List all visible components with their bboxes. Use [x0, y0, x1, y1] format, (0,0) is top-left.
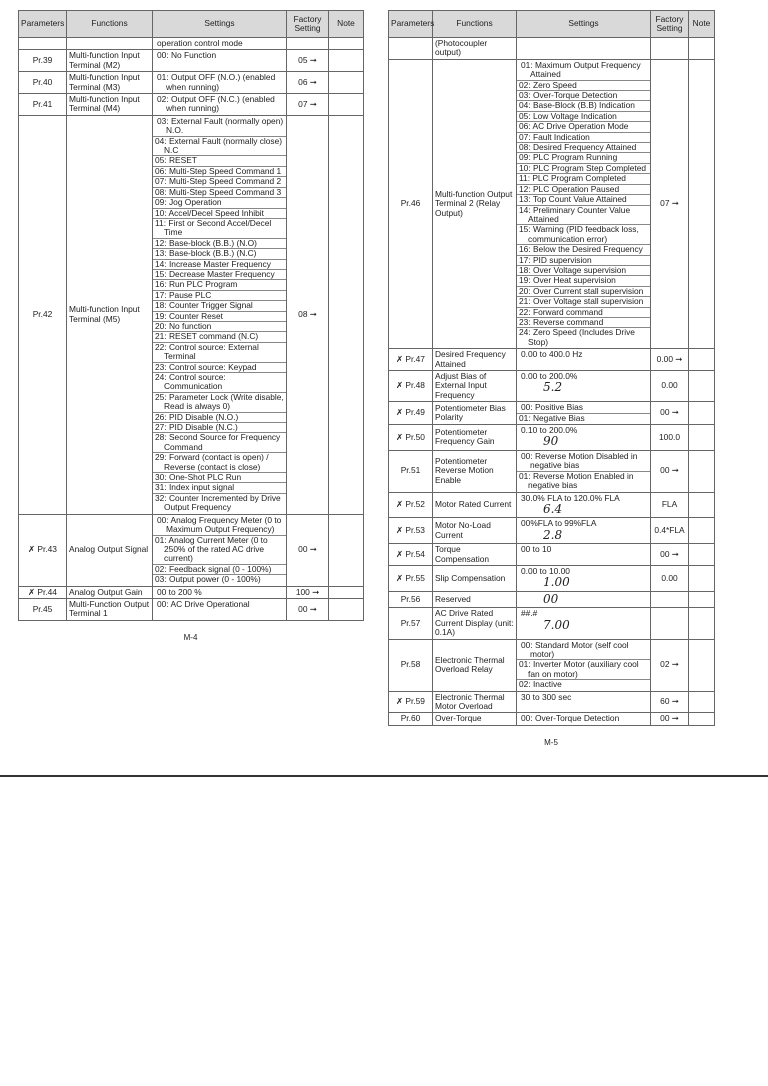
factory-setting-cell: 07 ➞	[287, 94, 329, 116]
parameter-cell: Pr.56	[389, 591, 433, 607]
setting-option: 01: Negative Bias	[517, 413, 650, 423]
setting-option: 28: Second Source for Frequency Command	[153, 432, 286, 452]
factory-setting-cell: 00 ➞	[651, 544, 689, 566]
note-cell	[689, 450, 715, 492]
note-cell	[329, 514, 364, 586]
table-row	[19, 72, 364, 94]
setting-option: 08: Multi-Step Speed Command 3	[153, 187, 286, 197]
table-row	[389, 371, 715, 402]
setting-option: 16: Below the Desired Frequency	[517, 244, 650, 254]
handwritten-value: 7.00	[543, 617, 570, 632]
factory-setting-cell: 00 ➞	[651, 402, 689, 425]
settings-cell	[517, 691, 651, 713]
note-cell	[689, 591, 715, 607]
factory-setting-cell: FLA	[651, 492, 689, 518]
handwritten-value: 90	[543, 434, 559, 449]
setting-option: 22: Forward command	[517, 307, 650, 317]
col-note: Note	[689, 11, 715, 38]
setting-option: 32: Counter Incremented by Drive Output Frequency	[153, 493, 286, 513]
settings-cell	[517, 402, 651, 425]
handwritten-value: 00	[543, 591, 559, 606]
setting-option: 00 to 10	[521, 544, 552, 555]
settings-cell	[517, 566, 651, 592]
setting-option: 0.00 to 200.0%	[521, 371, 578, 381]
setting-option: 19: Counter Reset	[153, 311, 286, 321]
settings-cell	[153, 514, 287, 586]
factory-setting-cell: 00 ➞	[287, 514, 329, 586]
table-row	[19, 50, 364, 72]
setting-option: 09: Jog Operation	[153, 197, 286, 207]
factory-setting-cell: 00 ➞	[651, 713, 689, 725]
settings-cell	[517, 639, 651, 691]
setting-option: 13: Base-block (B.B.) (N.C)	[153, 248, 286, 258]
factory-setting-cell	[651, 38, 689, 60]
settings-cell	[153, 72, 287, 94]
settings-cell	[517, 544, 651, 566]
setting-option: 02: Zero Speed	[517, 80, 650, 90]
setting-option: 14: Increase Master Frequency	[153, 259, 286, 269]
setting-option: 12: Base-block (B.B.) (N.O)	[153, 238, 286, 248]
setting-option: 0.00 to 10.00	[521, 566, 570, 576]
parameter-cell: Pr.40	[19, 72, 67, 94]
setting-option: 23: Control source: Keypad	[153, 362, 286, 372]
function-cell: Electronic Thermal Motor Overload	[433, 691, 517, 713]
setting-option: 21: RESET command (N.C)	[153, 331, 286, 341]
function-cell: AC Drive Rated Current Display (unit: 0.1A)	[433, 608, 517, 639]
setting-option: 15: Warning (PID feedback loss, communication error)	[517, 224, 650, 244]
setting-option: 19: Over Heat supervision	[517, 275, 650, 285]
setting-option: 30.0% FLA to 120.0% FLA	[521, 492, 620, 503]
setting-option: operation control mode	[157, 38, 243, 48]
factory-setting-cell: 100 ➞	[287, 586, 329, 598]
setting-option: 22: Control source: External Terminal	[153, 342, 286, 362]
setting-option: 18: Over Voltage supervision	[517, 265, 650, 275]
setting-option: 07: Multi-Step Speed Command 2	[153, 176, 286, 186]
setting-option: 17: PID supervision	[517, 255, 650, 265]
table-row	[389, 544, 715, 566]
setting-option: 11: First or Second Accel/Decel Time	[153, 218, 286, 238]
setting-option: 05: RESET	[153, 155, 286, 165]
function-cell: Potentiometer Frequency Gain	[433, 425, 517, 451]
settings-cell	[517, 591, 651, 607]
function-cell: Over-Torque	[433, 713, 517, 725]
parameter-cell: ✗ Pr.54	[389, 544, 433, 566]
settings-cell	[517, 38, 651, 60]
factory-setting-cell	[651, 608, 689, 639]
parameter-cell: ✗ Pr.44	[19, 586, 67, 598]
setting-option: 01: Output OFF (N.O.) (enabled when running)	[157, 72, 276, 92]
function-cell: Adjust Bias of External Input Frequency	[433, 371, 517, 402]
function-cell: Multi-function Input Terminal (M2)	[67, 50, 153, 72]
factory-setting-cell: 0.00	[651, 566, 689, 592]
note-cell	[689, 518, 715, 544]
factory-setting-cell	[287, 38, 329, 50]
setting-option: 10: PLC Program Step Completed	[517, 163, 650, 173]
parameter-cell: ✗ Pr.53	[389, 518, 433, 544]
factory-setting-cell: 02 ➞	[651, 639, 689, 691]
parameter-cell: Pr.39	[19, 50, 67, 72]
factory-setting-cell: 00 ➞	[651, 450, 689, 492]
parameter-cell: ✗ Pr.43	[19, 514, 67, 586]
manual-page-right	[388, 10, 714, 747]
setting-option: 0.10 to 200.0%	[521, 425, 578, 436]
setting-option: 01: Analog Current Meter (0 to 250% of the rated AC drive current)	[153, 535, 286, 564]
table-header-row	[389, 11, 715, 38]
parameter-cell: ✗ Pr.50	[389, 425, 433, 451]
note-cell	[689, 59, 715, 348]
manual-page-left	[18, 10, 363, 642]
parameter-cell: ✗ Pr.48	[389, 371, 433, 402]
parameter-cell: Pr.42	[19, 115, 67, 514]
parameter-cell: Pr.60	[389, 713, 433, 725]
settings-cell	[517, 518, 651, 544]
function-cell: Multi-function Input Terminal (M4)	[67, 94, 153, 116]
setting-option: 23: Reverse command	[517, 317, 650, 327]
parameter-cell: Pr.46	[389, 59, 433, 348]
setting-option: 00%FLA to 99%FLA	[521, 518, 597, 529]
note-cell	[689, 713, 715, 725]
setting-option: 00: Reverse Motion Disabled in negative bias	[521, 450, 638, 471]
note-cell	[329, 50, 364, 72]
function-cell: Slip Compensation	[433, 566, 517, 592]
setting-option: 05: Low Voltage Indication	[517, 111, 650, 121]
parameter-cell: Pr.58	[389, 639, 433, 691]
settings-cell	[153, 94, 287, 116]
factory-setting-cell: 0.00	[651, 371, 689, 402]
settings-cell	[517, 608, 651, 639]
handwritten-value: 6.4	[543, 501, 563, 516]
setting-option: 30: One-Shot PLC Run	[153, 472, 286, 482]
col-note: Note	[329, 11, 364, 38]
settings-cell	[153, 598, 287, 620]
setting-option: 00: AC Drive Operational	[157, 598, 250, 609]
parameter-cell	[389, 38, 433, 60]
function-cell: Multi-Function Output Terminal 1	[67, 598, 153, 620]
settings-cell	[517, 371, 651, 402]
setting-option: 29: Forward (contact is open) / Reverse (contact is close)	[153, 452, 286, 472]
note-cell	[689, 544, 715, 566]
col-settings: Settings	[153, 11, 287, 38]
note-cell	[689, 425, 715, 451]
col-settings: Settings	[517, 11, 651, 38]
setting-option: 00: Analog Frequency Meter (0 to Maximum Output Frequency)	[157, 514, 282, 535]
factory-setting-cell: 00 ➞	[287, 598, 329, 620]
setting-option: 31: Index input signal	[153, 482, 286, 492]
note-cell	[689, 691, 715, 713]
parameter-cell: ✗ Pr.49	[389, 402, 433, 425]
parameter-cell: ✗ Pr.59	[389, 691, 433, 713]
setting-option: 04: Base-Block (B.B) Indication	[517, 100, 650, 110]
table-row	[389, 639, 715, 691]
settings-cell	[517, 713, 651, 725]
table-row	[389, 59, 715, 348]
table-row	[389, 402, 715, 425]
parameter-cell: Pr.41	[19, 94, 67, 116]
table-row	[389, 492, 715, 518]
factory-setting-cell: 0.00 ➞	[651, 349, 689, 371]
parameter-cell: ✗ Pr.52	[389, 492, 433, 518]
setting-option: 01: Inverter Motor (auxiliary cool fan on motor)	[517, 659, 650, 679]
col-factory-setting: Factory Setting	[287, 11, 329, 38]
factory-setting-cell: 0.4*FLA	[651, 518, 689, 544]
note-cell	[689, 38, 715, 60]
setting-option: 11: PLC Program Completed	[517, 173, 650, 183]
settings-cell	[153, 38, 287, 50]
setting-option: 0.00 to 400.0 Hz	[521, 349, 583, 360]
table-row	[19, 115, 364, 514]
table-row	[19, 94, 364, 116]
table-row	[19, 586, 364, 598]
factory-setting-cell: 100.0	[651, 425, 689, 451]
col-parameters: Parameters	[19, 11, 67, 38]
function-cell: Reserved	[433, 591, 517, 607]
setting-option: 20: Over Current stall supervision	[517, 286, 650, 296]
parameter-table	[388, 10, 715, 726]
table-row	[389, 691, 715, 713]
factory-setting-cell: 05 ➞	[287, 50, 329, 72]
setting-option: 07: Fault Indication	[517, 132, 650, 142]
settings-cell	[517, 492, 651, 518]
table-header-row	[19, 11, 364, 38]
setting-option: 02: Feedback signal (0 - 100%)	[153, 564, 286, 574]
setting-option: 24: Zero Speed (Includes Drive Stop)	[517, 327, 650, 347]
note-cell	[689, 371, 715, 402]
page-number: M-5	[544, 737, 558, 747]
function-cell: Multi-function Output Terminal 2 (Relay Output)	[433, 59, 517, 348]
page-bottom-rule	[0, 775, 768, 777]
note-cell	[689, 566, 715, 592]
setting-option: 18: Counter Trigger Signal	[153, 300, 286, 310]
parameter-cell: ✗ Pr.47	[389, 349, 433, 371]
function-cell: Motor Rated Current	[433, 492, 517, 518]
settings-cell	[153, 50, 287, 72]
setting-option: 27: PID Disable (N.C.)	[153, 422, 286, 432]
col-parameters: Parameters	[389, 11, 433, 38]
table-row	[19, 598, 364, 620]
parameter-table	[18, 10, 364, 621]
handwritten-value: 2.8	[543, 527, 563, 542]
setting-option: 17: Pause PLC	[153, 290, 286, 300]
setting-option: 06: Multi-Step Speed Command 1	[153, 166, 286, 176]
setting-option: 02: Output OFF (N.C.) (enabled when running)	[157, 94, 275, 114]
handwritten-value: 1.00	[543, 575, 570, 590]
col-functions: Functions	[433, 11, 517, 38]
function-cell: (Photocoupler output)	[433, 38, 517, 60]
note-cell	[689, 402, 715, 425]
setting-option: 06: AC Drive Operation Mode	[517, 121, 650, 131]
parameter-cell: Pr.57	[389, 608, 433, 639]
function-cell: Desired Frequency Attained	[433, 349, 517, 371]
table-row	[389, 349, 715, 371]
col-factory-setting: Factory Setting	[651, 11, 689, 38]
setting-option: 00: Standard Motor (self cool motor)	[521, 639, 629, 659]
factory-setting-cell	[651, 591, 689, 607]
note-cell	[689, 608, 715, 639]
factory-setting-cell: 08 ➞	[287, 115, 329, 514]
function-cell: Torque Compensation	[433, 544, 517, 566]
setting-option: 01: Reverse Motion Enabled in negative bias	[517, 471, 650, 491]
parameter-cell: Pr.51	[389, 450, 433, 492]
table-row	[389, 566, 715, 592]
factory-setting-cell: 60 ➞	[651, 691, 689, 713]
settings-cell	[517, 425, 651, 451]
parameter-cell: ✗ Pr.55	[389, 566, 433, 592]
function-cell: Multi-function Input Terminal (M3)	[67, 72, 153, 94]
factory-setting-cell: 07 ➞	[651, 59, 689, 348]
setting-option: 00: Positive Bias	[521, 402, 583, 413]
function-cell: Potentiometer Reverse Motion Enable	[433, 450, 517, 492]
settings-cell	[153, 115, 287, 514]
function-cell: Electronic Thermal Overload Relay	[433, 639, 517, 691]
setting-option: 26: PID Disable (N.O.)	[153, 412, 286, 422]
handwritten-value: 5.2	[543, 380, 563, 395]
setting-option: 03: Over-Torque Detection	[517, 90, 650, 100]
setting-option: 03: External Fault (normally open) N.O.	[157, 115, 284, 136]
function-cell: Motor No-Load Current	[433, 518, 517, 544]
table-row	[389, 713, 715, 725]
table-row	[389, 518, 715, 544]
table-body	[389, 38, 715, 726]
setting-option: 09: PLC Program Running	[517, 152, 650, 162]
note-cell	[329, 72, 364, 94]
setting-option: 00: Over-Torque Detection	[521, 713, 620, 724]
table-row	[19, 38, 364, 50]
setting-option: 03: Output power (0 - 100%)	[153, 574, 286, 584]
note-cell	[329, 38, 364, 50]
setting-option: 00: No Function	[157, 50, 217, 61]
setting-option: ##.#	[521, 608, 538, 619]
setting-option: 10: Accel/Decel Speed Inhibit	[153, 208, 286, 218]
page-number: M-4	[183, 632, 198, 642]
setting-option: 15: Decrease Master Frequency	[153, 269, 286, 279]
note-cell	[689, 349, 715, 371]
table-row	[389, 608, 715, 639]
setting-option: 24: Control source: Communication	[153, 372, 286, 392]
setting-option: 16: Run PLC Program	[153, 279, 286, 289]
factory-setting-cell: 06 ➞	[287, 72, 329, 94]
setting-option: 13: Top Count Value Attained	[517, 194, 650, 204]
setting-option: 01: Maximum Output Frequency Attained	[521, 59, 641, 80]
settings-cell	[517, 59, 651, 348]
table-row	[389, 591, 715, 607]
table-row	[389, 425, 715, 451]
setting-option: 04: External Fault (normally close) N.C	[153, 136, 286, 156]
note-cell	[689, 492, 715, 518]
note-cell	[329, 115, 364, 514]
function-cell: Analog Output Gain	[67, 586, 153, 598]
setting-option: 00 to 200 %	[157, 586, 202, 597]
setting-option: 20: No function	[153, 321, 286, 331]
parameter-cell: Pr.45	[19, 598, 67, 620]
setting-option: 25: Parameter Lock (Write disable, Read is always 0)	[153, 392, 286, 412]
setting-option: 14: Preliminary Counter Value Attained	[517, 205, 650, 225]
setting-option: 12: PLC Operation Paused	[517, 184, 650, 194]
setting-option: 21: Over Voltage stall supervision	[517, 296, 650, 306]
note-cell	[329, 598, 364, 620]
setting-option: 30 to 300 sec	[521, 691, 572, 702]
col-functions: Functions	[67, 11, 153, 38]
function-cell: Potentiometer Bias Polarity	[433, 402, 517, 425]
table-body	[19, 38, 364, 621]
note-cell	[689, 639, 715, 691]
settings-cell	[153, 586, 287, 598]
setting-option: 02: Inactive	[517, 679, 650, 689]
settings-cell	[517, 450, 651, 492]
table-row	[389, 38, 715, 60]
note-cell	[329, 586, 364, 598]
function-cell	[67, 38, 153, 50]
function-cell: Multi-function Input Terminal (M5)	[67, 115, 153, 514]
parameter-cell	[19, 38, 67, 50]
settings-cell	[517, 349, 651, 371]
note-cell	[329, 94, 364, 116]
table-row	[389, 450, 715, 492]
setting-option: 08: Desired Frequency Attained	[517, 142, 650, 152]
table-row	[19, 514, 364, 586]
function-cell: Analog Output Signal	[67, 514, 153, 586]
